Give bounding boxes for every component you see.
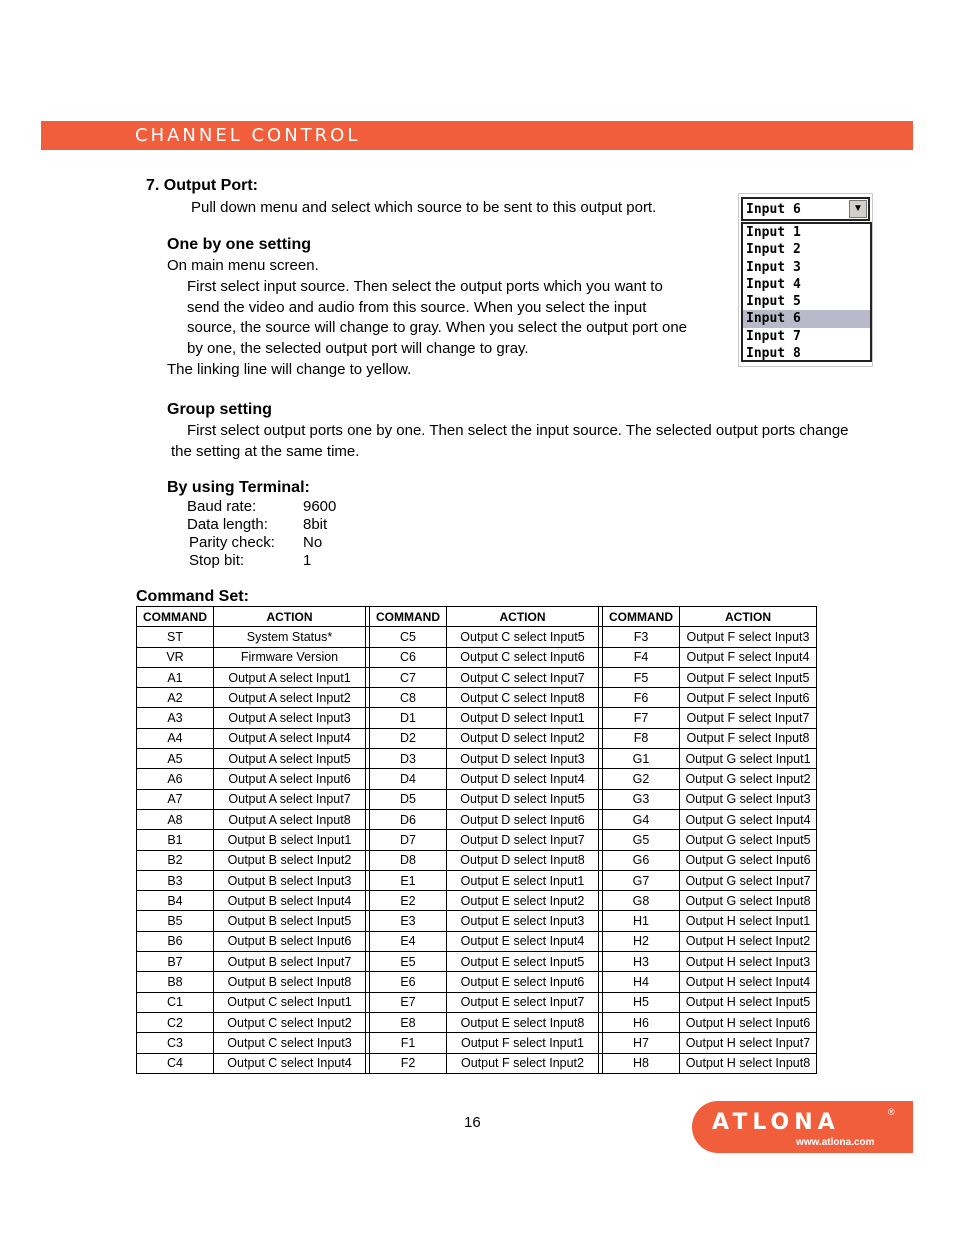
command-cell: E3 [370, 911, 447, 931]
action-cell: Output C select Input4 [214, 1053, 366, 1073]
action-cell: Output F select Input2 [447, 1053, 599, 1073]
command-cell: H2 [603, 931, 680, 951]
command-cell: A4 [137, 728, 214, 748]
action-cell: Output G select Input7 [680, 870, 817, 890]
logo-url: www.atlona.com [796, 1137, 875, 1148]
command-cell: A3 [137, 708, 214, 728]
command-cell: B2 [137, 850, 214, 870]
page-title: CHANNEL CONTROL [135, 125, 361, 146]
action-cell: Output B select Input2 [214, 850, 366, 870]
action-cell: Output C select Input2 [214, 1012, 366, 1032]
command-table [136, 606, 817, 1074]
section-banner [41, 121, 913, 150]
table-row [137, 952, 817, 972]
command-cell: G3 [603, 789, 680, 809]
action-cell: Output E select Input4 [447, 931, 599, 951]
action-cell: Output D select Input7 [447, 830, 599, 850]
action-cell: Output A select Input4 [214, 728, 366, 748]
one-by-one-body-1: First select input source. Then select the output ports which you want to [187, 278, 663, 295]
action-cell: Output G select Input4 [680, 809, 817, 829]
action-cell: Output E select Input1 [447, 870, 599, 890]
action-cell: Output F select Input3 [680, 627, 817, 647]
command-cell: D3 [370, 749, 447, 769]
command-cell: F6 [603, 688, 680, 708]
command-cell: C2 [137, 1012, 214, 1032]
group-body-1: First select output ports one by one. Then select the input source. The selected output ports change [187, 422, 849, 439]
dropdown-list [741, 222, 872, 362]
command-cell: A1 [137, 667, 214, 687]
action-cell: Output E select Input6 [447, 972, 599, 992]
command-cell: F1 [370, 1033, 447, 1053]
command-cell: E7 [370, 992, 447, 1012]
command-cell: H4 [603, 972, 680, 992]
table-row [137, 1033, 817, 1053]
input-dropdown[interactable] [738, 193, 873, 367]
section-intro: Pull down menu and select which source to be sent to this output port. [191, 199, 657, 216]
action-cell: Output H select Input8 [680, 1053, 817, 1073]
action-cell: Output A select Input6 [214, 769, 366, 789]
table-row [137, 667, 817, 687]
action-cell: Output E select Input7 [447, 992, 599, 1012]
command-cell: D8 [370, 850, 447, 870]
command-cell: B6 [137, 931, 214, 951]
table-row [137, 769, 817, 789]
action-cell: Firmware Version [214, 647, 366, 667]
command-cell: F8 [603, 728, 680, 748]
column-header: COMMAND [137, 607, 214, 627]
command-cell: C3 [137, 1033, 214, 1053]
action-cell: Output H select Input6 [680, 1012, 817, 1032]
action-cell: Output B select Input5 [214, 911, 366, 931]
table-row [137, 992, 817, 1012]
action-cell: Output A select Input2 [214, 688, 366, 708]
dropdown-option[interactable]: Input 1 [746, 225, 801, 240]
command-cell: H6 [603, 1012, 680, 1032]
command-cell: G5 [603, 830, 680, 850]
command-cell: H5 [603, 992, 680, 1012]
command-cell: B3 [137, 870, 214, 890]
dropdown-option[interactable]: Input 8 [746, 346, 801, 362]
action-cell: Output A select Input3 [214, 708, 366, 728]
command-cell: G4 [603, 809, 680, 829]
page-number: 16 [464, 1114, 481, 1131]
terminal-label: Parity check: [189, 534, 275, 551]
chevron-down-icon[interactable]: ▼ [849, 200, 867, 218]
dropdown-option[interactable]: Input 5 [746, 294, 801, 310]
table-row [137, 972, 817, 992]
command-cell: C5 [370, 627, 447, 647]
command-cell: F2 [370, 1053, 447, 1073]
action-cell: Output F select Input8 [680, 728, 817, 748]
table-row [137, 627, 817, 647]
command-cell: G2 [603, 769, 680, 789]
action-cell: Output G select Input3 [680, 789, 817, 809]
command-cell: F7 [603, 708, 680, 728]
logo-text: ATLONA [712, 1110, 840, 1135]
action-cell: Output B select Input7 [214, 952, 366, 972]
action-cell: Output H select Input3 [680, 952, 817, 972]
command-cell: H7 [603, 1033, 680, 1053]
table-row [137, 891, 817, 911]
command-cell: D5 [370, 789, 447, 809]
command-cell: C8 [370, 688, 447, 708]
action-cell: Output C select Input1 [214, 992, 366, 1012]
command-cell: H1 [603, 911, 680, 931]
table-row [137, 931, 817, 951]
command-cell: D7 [370, 830, 447, 850]
one-by-one-line1: On main menu screen. [167, 257, 319, 274]
command-cell: C7 [370, 667, 447, 687]
action-cell: Output A select Input8 [214, 809, 366, 829]
dropdown-option-selected[interactable]: Input 6 [743, 310, 870, 327]
dropdown-selected[interactable] [741, 197, 870, 221]
table-row [137, 749, 817, 769]
table-row [137, 870, 817, 890]
action-cell: Output D select Input5 [447, 789, 599, 809]
action-cell: Output A select Input1 [214, 667, 366, 687]
action-cell: Output F select Input7 [680, 708, 817, 728]
command-cell: D2 [370, 728, 447, 748]
command-cell: A8 [137, 809, 214, 829]
action-cell: Output G select Input5 [680, 830, 817, 850]
command-cell: E2 [370, 891, 447, 911]
command-cell: D6 [370, 809, 447, 829]
action-cell: System Status* [214, 627, 366, 647]
group-body-2: the setting at the same time. [171, 443, 360, 460]
action-cell: Output B select Input3 [214, 870, 366, 890]
action-cell: Output G select Input6 [680, 850, 817, 870]
action-cell: Output B select Input8 [214, 972, 366, 992]
command-set-heading: Command Set: [136, 588, 249, 605]
section-heading: 7. Output Port: [146, 177, 258, 194]
terminal-value: 9600 [303, 498, 337, 515]
column-header: ACTION [447, 607, 599, 627]
command-cell: G7 [603, 870, 680, 890]
command-cell: A7 [137, 789, 214, 809]
action-cell: Output F select Input6 [680, 688, 817, 708]
table-row [137, 1012, 817, 1032]
terminal-label: Baud rate: [187, 498, 257, 515]
action-cell: Output C select Input7 [447, 667, 599, 687]
action-cell: Output B select Input1 [214, 830, 366, 850]
action-cell: Output H select Input7 [680, 1033, 817, 1053]
action-cell: Output D select Input6 [447, 809, 599, 829]
action-cell: Output G select Input8 [680, 891, 817, 911]
action-cell: Output E select Input2 [447, 891, 599, 911]
command-cell: A2 [137, 688, 214, 708]
action-cell: Output C select Input3 [214, 1033, 366, 1053]
command-cell: B8 [137, 972, 214, 992]
action-cell: Output F select Input5 [680, 667, 817, 687]
table-row [137, 850, 817, 870]
command-cell: G8 [603, 891, 680, 911]
column-header: COMMAND [603, 607, 680, 627]
dropdown-option[interactable]: Input 4 [746, 276, 801, 292]
action-cell: Output E select Input3 [447, 911, 599, 931]
table-row [137, 688, 817, 708]
terminal-label: Stop bit: [189, 552, 245, 569]
command-cell: E4 [370, 931, 447, 951]
terminal-value: No [303, 534, 323, 551]
action-cell: Output H select Input1 [680, 911, 817, 931]
action-cell: Output A select Input7 [214, 789, 366, 809]
action-cell: Output A select Input5 [214, 749, 366, 769]
action-cell: Output G select Input1 [680, 749, 817, 769]
table-header-row [137, 607, 817, 627]
command-cell: B1 [137, 830, 214, 850]
action-cell: Output C select Input6 [447, 647, 599, 667]
action-cell: Output G select Input2 [680, 769, 817, 789]
action-cell: Output E select Input8 [447, 1012, 599, 1032]
action-cell: Output D select Input8 [447, 850, 599, 870]
one-by-one-body-3: source, the source will change to gray. When you select the output port one [187, 319, 688, 336]
one-by-one-body-2: send the video and audio from this source. When you select the input [187, 299, 647, 316]
table-row [137, 789, 817, 809]
command-cell: A6 [137, 769, 214, 789]
table-row [137, 728, 817, 748]
table-row [137, 1053, 817, 1073]
command-cell: E1 [370, 870, 447, 890]
dropdown-option[interactable]: Input 3 [746, 259, 801, 275]
command-cell: VR [137, 647, 214, 667]
command-cell: B5 [137, 911, 214, 931]
action-cell: Output D select Input2 [447, 728, 599, 748]
one-by-one-body-4: by one, the selected output port will change to gray. [187, 340, 529, 357]
command-cell: ST [137, 627, 214, 647]
command-cell: F3 [603, 627, 680, 647]
action-cell: Output F select Input1 [447, 1033, 599, 1053]
table-row [137, 647, 817, 667]
action-cell: Output D select Input3 [447, 749, 599, 769]
command-cell: F5 [603, 667, 680, 687]
table-row [137, 830, 817, 850]
command-cell: E6 [370, 972, 447, 992]
atlona-logo [692, 1101, 913, 1153]
command-cell: G6 [603, 850, 680, 870]
terminal-value: 1 [303, 552, 312, 569]
terminal-heading: By using Terminal: [167, 479, 310, 496]
dropdown-option[interactable]: Input 7 [746, 328, 801, 344]
command-cell: F4 [603, 647, 680, 667]
command-cell: D4 [370, 769, 447, 789]
action-cell: Output H select Input2 [680, 931, 817, 951]
dropdown-option[interactable]: Input 2 [746, 242, 801, 258]
command-cell: C6 [370, 647, 447, 667]
command-cell: C1 [137, 992, 214, 1012]
group-heading: Group setting [167, 401, 272, 418]
table-row [137, 708, 817, 728]
dropdown-selected-label: Input 6 [746, 202, 801, 217]
action-cell: Output C select Input5 [447, 627, 599, 647]
action-cell: Output H select Input4 [680, 972, 817, 992]
terminal-value: 8bit [303, 516, 328, 533]
column-header: COMMAND [370, 607, 447, 627]
command-cell: D1 [370, 708, 447, 728]
command-cell: B4 [137, 891, 214, 911]
column-header: ACTION [214, 607, 366, 627]
command-cell: H8 [603, 1053, 680, 1073]
logo-mark: ® [888, 1107, 895, 1117]
action-cell: Output B select Input6 [214, 931, 366, 951]
command-cell: B7 [137, 952, 214, 972]
one-by-one-last: The linking line will change to yellow. [167, 361, 412, 378]
table-row [137, 809, 817, 829]
action-cell: Output D select Input1 [447, 708, 599, 728]
one-by-one-heading: One by one setting [167, 236, 312, 253]
command-cell: C4 [137, 1053, 214, 1073]
action-cell: Output D select Input4 [447, 769, 599, 789]
action-cell: Output E select Input5 [447, 952, 599, 972]
action-cell: Output B select Input4 [214, 891, 366, 911]
command-cell: E8 [370, 1012, 447, 1032]
command-cell: A5 [137, 749, 214, 769]
action-cell: Output F select Input4 [680, 647, 817, 667]
command-cell: E5 [370, 952, 447, 972]
action-cell: Output C select Input8 [447, 688, 599, 708]
terminal-label: Data length: [187, 516, 268, 533]
table-row [137, 911, 817, 931]
command-cell: H3 [603, 952, 680, 972]
column-header: ACTION [680, 607, 817, 627]
action-cell: Output H select Input5 [680, 992, 817, 1012]
command-cell: G1 [603, 749, 680, 769]
